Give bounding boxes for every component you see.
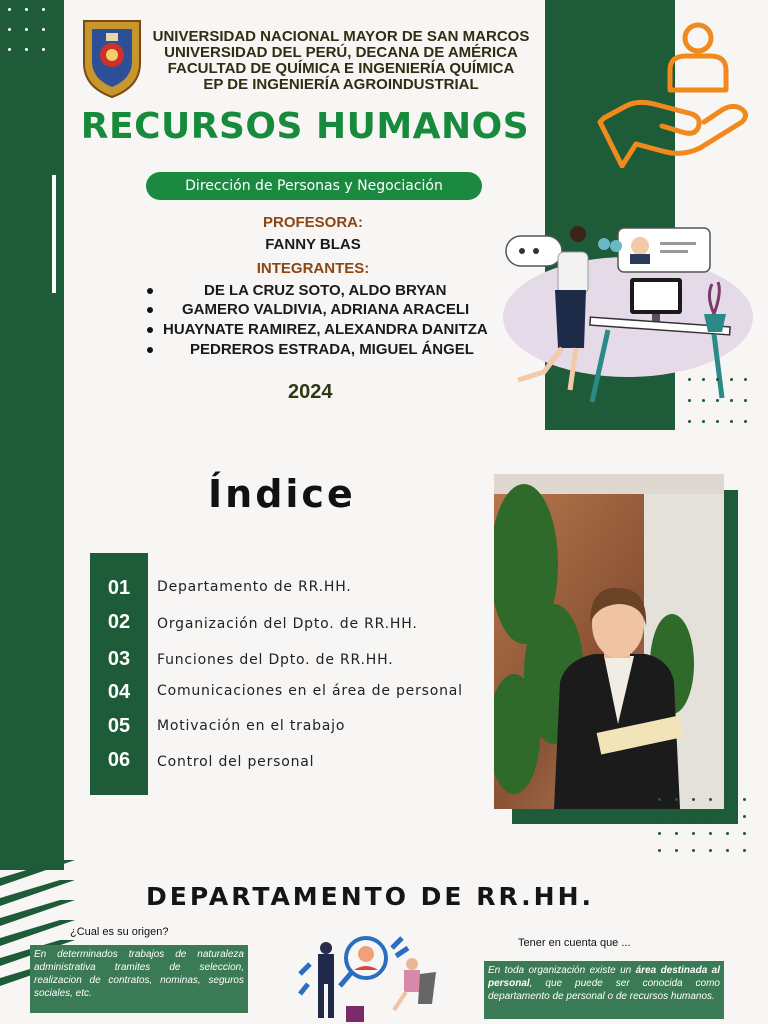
- index-item-2[interactable]: Organización del Dpto. de RR.HH.: [157, 616, 418, 632]
- index-item-1[interactable]: Departamento de RR.HH.: [157, 579, 352, 595]
- hand-person-icon: [596, 18, 756, 168]
- index-number-5: 05: [107, 715, 131, 737]
- note-text-pre: En toda organización existe un: [488, 965, 636, 976]
- faculty-name: FACULTAD DE QUÍMICA E INGENIERÍA QUÍMICA: [167, 60, 515, 77]
- origin-text-box: [30, 945, 248, 1013]
- index-title: Índice: [208, 472, 356, 516]
- university-name: UNIVERSIDAD NACIONAL MAYOR DE SAN MARCOS: [152, 28, 530, 45]
- bullet: [147, 347, 153, 353]
- index-number-3: 03: [107, 648, 131, 670]
- left-green-stripe: [0, 0, 64, 870]
- year: 2024: [288, 381, 333, 403]
- page-title: RECURSOS HUMANOS: [80, 106, 530, 147]
- note-text-bold: área destinada al personal: [488, 965, 720, 989]
- bullet: [147, 288, 153, 294]
- bullet: [147, 307, 153, 313]
- dot-pattern-right-top: [688, 378, 758, 423]
- index-number-2: 02: [107, 611, 131, 633]
- university-header: [150, 29, 532, 93]
- professor-name: FANNY BLAS: [265, 236, 361, 253]
- member-4: PEDREROS ESTRADA, MIGUEL ÁNGEL: [190, 341, 474, 358]
- dot-pattern-top-left: [8, 8, 59, 51]
- dot-pattern-right-bottom: [658, 798, 760, 852]
- team-illustration: [296, 934, 442, 1024]
- subtitle-pill: Dirección de Personas y Negociación: [146, 172, 482, 200]
- school-name: EP DE INGENIERÍA AGROINDUSTRIAL: [203, 76, 479, 93]
- origin-text: En determinados trabajos de naturaleza administrativa tramites de seleccion, realizacion de contratos, nominas, seguros sociales, etc.: [34, 949, 244, 999]
- index-number-4: 04: [107, 681, 131, 703]
- index-number-column: [90, 553, 148, 795]
- bullet: [147, 327, 153, 333]
- index-item-6[interactable]: Control del personal: [157, 754, 315, 770]
- member-2: GAMERO VALDIVIA, ADRIANA ARACELI: [182, 301, 470, 318]
- index-item-4[interactable]: Comunicaciones en el área de personal: [157, 683, 463, 699]
- professor-label: PROFESORA:: [262, 214, 363, 231]
- white-accent-bar: [52, 175, 56, 293]
- index-number-1: 01: [107, 577, 131, 599]
- department-title: DEPARTAMENTO DE RR.HH.: [146, 882, 595, 911]
- index-number-6: 06: [107, 749, 131, 771]
- origin-question: ¿Cual es su origen?: [70, 926, 169, 938]
- member-1: DE LA CRUZ SOTO, ALDO BRYAN: [204, 282, 447, 299]
- member-3: HUAYNATE RAMIREZ, ALEXANDRA DANITZA: [163, 321, 488, 338]
- note-label: Tener en cuenta que ...: [518, 937, 631, 949]
- university-motto: UNIVERSIDAD DEL PERÚ, DECANA DE AMÉRICA: [164, 44, 518, 61]
- businesswoman-photo: [494, 474, 724, 809]
- note-text-box: [484, 961, 724, 1019]
- members-label: INTEGRANTES:: [256, 260, 370, 277]
- university-crest-logo: [76, 15, 148, 99]
- index-item-3[interactable]: Funciones del Dpto. de RR.HH.: [157, 652, 394, 668]
- note-text-post: , que puede ser conocida como departamento de personal o de recursos humanos.: [488, 978, 720, 1002]
- index-item-5[interactable]: Motivación en el trabajo: [157, 718, 346, 734]
